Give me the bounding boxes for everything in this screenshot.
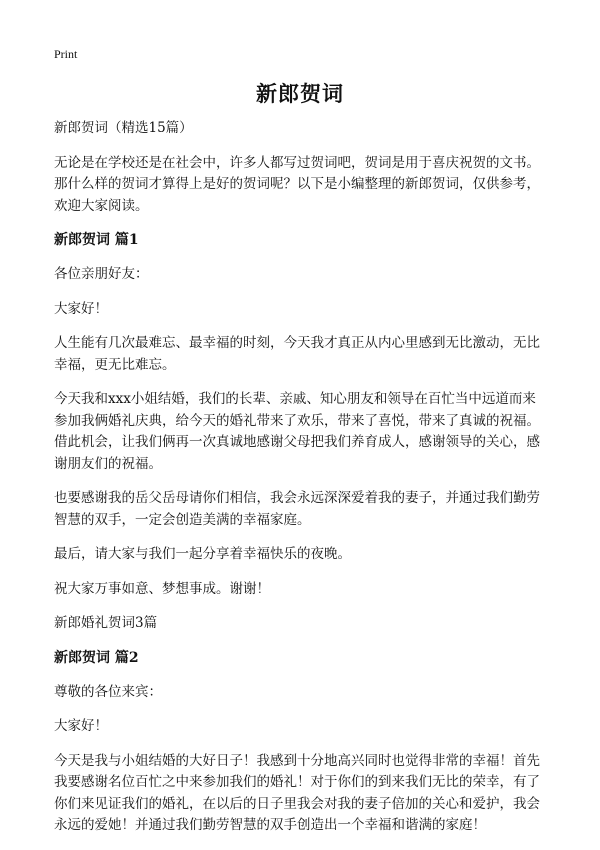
intro-paragraph: 无论是在学校还是在社会中，许多人都写过贺词吧，贺词是用于喜庆祝贺的文书。那什么样的贺词才算得上是好的贺词呢？以下是小编整理的新郎贺词，仅供参考，欢迎大家阅读。 (54, 154, 540, 214)
paragraph: 最后，请大家与我们一起分享着幸福快乐的夜晚。 (54, 546, 351, 562)
related-link-text: 新郎婚礼贺词3篇 (54, 615, 158, 631)
salutation: 各位亲朋好友： (54, 266, 149, 282)
paragraph: 今天我和xxx小姐结婚，我们的长辈、亲戚、知心朋友和领导在百忙当中远道而来参加我俩婚礼庆典，给今天的婚礼带来了欢乐，带来了喜悦，带来了真诚的祝福。借此机会，让我们俩再一次真诚地感谢父母把我们养育成人，感谢领导的关心，感谢朋友们的祝福。 (54, 391, 540, 472)
salutation: 尊敬的各位来宾： (54, 683, 162, 700)
paragraph: 也要感谢我的岳父岳母请你们相信，我会永远深深爱着我的妻子，并通过我们勤劳智慧的双手，一定会创造美满的幸福家庭。 (54, 490, 540, 528)
section-heading-2: 新郎贺词 篇2 (54, 649, 139, 666)
print-link[interactable]: Print (54, 47, 78, 61)
greeting: 大家好！ (54, 718, 108, 734)
page-title: 新郎贺词 (256, 81, 344, 106)
article-subtitle: 新郎贺词（精选15篇） (54, 120, 193, 136)
paragraph: 今天是我与小姐结婚的大好日子！我感到十分地高兴同时也觉得非常的幸福！首先我要感谢名位百忙之中来参加我们的婚礼！对于你们的到来我们无比的荣幸，有了你们来见证我们的婚礼，在以后的日子里我会对我的妻子倍加的关心和爱护，我会永远的爱她！并通过我们勤劳智慧的双手创造出一个幸福和谐满的家庭！ (54, 752, 540, 833)
article-body (54, 118, 547, 850)
section-heading-1: 新郎贺词 篇1 (54, 232, 139, 248)
greeting: 大家好！ (54, 300, 108, 317)
paragraph: 祝大家万事如意、梦想事成。谢谢！ (54, 580, 270, 597)
paragraph: 人生能有几次最难忘、最幸福的时刻，今天我才真正从内心里感到无比激动，无比幸福，更无比难忘。 (54, 335, 540, 373)
